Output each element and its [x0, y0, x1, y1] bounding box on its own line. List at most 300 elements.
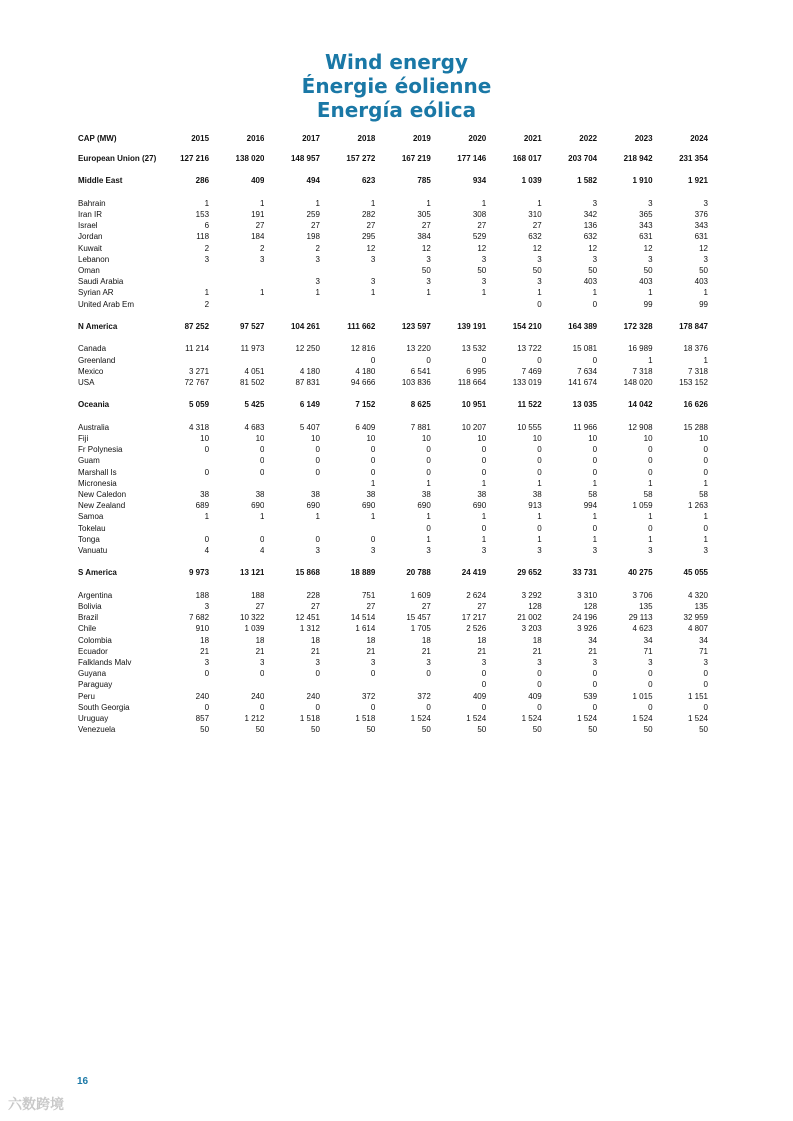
country-name: Vanuatu	[78, 546, 108, 556]
value-cell: 71	[643, 646, 653, 656]
value-cell: 0	[648, 445, 653, 455]
value-cell: 1	[260, 198, 265, 208]
value-cell: 50	[699, 725, 708, 735]
value-cell: 3	[648, 254, 653, 264]
value-cell: 172 328	[623, 322, 653, 331]
value-cell: 15 081	[572, 344, 598, 354]
value-cell: 0	[703, 445, 708, 455]
spacer-row	[78, 579, 708, 590]
value-cell: 0	[537, 680, 542, 690]
value-cell: 11 522	[517, 400, 542, 410]
country-name: Saudi Arabia	[78, 277, 124, 287]
value-cell: 3	[370, 254, 376, 264]
value-cell: 0	[648, 680, 653, 690]
value-cell: 231 354	[679, 154, 708, 163]
value-cell: 104 261	[290, 322, 320, 331]
value-cell: 3	[648, 658, 653, 668]
region-name: Middle East	[78, 176, 123, 186]
country-name: Uruguay	[78, 714, 109, 724]
value-cell: 1	[315, 198, 320, 208]
value-cell: 1	[370, 198, 376, 208]
value-cell: 0	[648, 702, 653, 712]
value-cell: 24 196	[572, 613, 598, 623]
value-cell: 2	[204, 243, 210, 253]
value-cell: 1 524	[632, 714, 653, 724]
value-cell: 27	[421, 221, 431, 231]
value-cell	[209, 679, 264, 690]
value-cell: 1	[537, 478, 542, 488]
value-cell: 1	[592, 478, 598, 488]
value-cell: 240	[306, 691, 320, 701]
value-cell: 81 502	[240, 378, 265, 387]
value-cell: 0	[592, 355, 598, 365]
country-name: Fr Polynesia	[78, 445, 123, 455]
header-year: 2015	[191, 134, 210, 144]
country-name: United Arab Em	[78, 299, 135, 309]
value-cell: 21	[588, 646, 598, 656]
value-cell: 87 252	[184, 322, 210, 331]
value-cell: 7 318	[687, 366, 708, 376]
value-cell: 1 705	[410, 624, 431, 634]
value-cell: 103 836	[401, 378, 431, 387]
value-cell: 0	[592, 680, 598, 690]
table-row	[78, 623, 708, 634]
country-name: Bolivia	[78, 602, 102, 611]
value-cell: 27	[421, 602, 431, 611]
region-total-row	[78, 399, 708, 410]
value-cell: 259	[306, 209, 320, 219]
value-cell: 1 524	[577, 714, 598, 724]
value-cell: 3	[592, 254, 598, 264]
value-cell: 21	[311, 646, 320, 656]
value-cell: 1	[537, 534, 542, 544]
value-cell: 403	[583, 277, 598, 287]
value-cell: 0	[481, 445, 487, 455]
value-cell: 0	[648, 669, 653, 679]
value-cell: 1	[481, 198, 487, 208]
spacer-row	[78, 388, 708, 399]
value-cell: 409	[251, 176, 265, 186]
table-row	[78, 590, 708, 601]
value-cell: 6 409	[355, 422, 376, 432]
value-cell: 0	[260, 702, 265, 712]
value-cell: 27	[255, 602, 265, 611]
value-cell: 1 263	[687, 501, 708, 511]
value-cell: 6	[204, 221, 210, 231]
value-cell: 0	[260, 467, 265, 477]
spacer-cell	[78, 735, 708, 746]
value-cell: 12	[366, 243, 376, 253]
value-cell: 994	[583, 501, 598, 511]
value-cell: 3	[537, 277, 542, 287]
value-cell: 24 419	[461, 568, 487, 578]
value-cell: 50	[588, 725, 598, 735]
value-cell: 13 035	[572, 400, 598, 410]
value-cell: 12	[588, 243, 598, 253]
value-cell: 128	[583, 602, 598, 611]
value-cell: 184	[251, 232, 265, 242]
table-row	[78, 433, 708, 444]
value-cell: 18	[532, 635, 542, 645]
value-cell: 1	[204, 512, 210, 522]
value-cell: 38	[200, 490, 210, 499]
value-cell: 305	[417, 209, 431, 219]
value-cell: 97 527	[240, 322, 265, 331]
value-cell: 1	[426, 288, 431, 298]
value-cell: 0	[481, 456, 487, 466]
value-cell: 0	[315, 467, 320, 477]
value-cell: 154 210	[512, 322, 542, 331]
value-cell: 38	[421, 490, 431, 499]
value-cell: 3	[370, 658, 376, 668]
value-cell: 1	[260, 288, 265, 298]
value-cell: 0	[260, 456, 265, 466]
value-cell: 1	[648, 512, 653, 522]
value-cell: 21	[200, 646, 210, 656]
value-cell: 71	[699, 646, 708, 656]
value-cell: 3 310	[577, 590, 598, 600]
value-cell: 13 722	[517, 344, 542, 354]
table-body	[78, 146, 708, 747]
table-row	[78, 254, 708, 265]
value-cell: 27	[255, 221, 265, 231]
value-cell: 139 191	[457, 322, 487, 331]
value-cell	[320, 299, 375, 310]
value-cell: 690	[472, 501, 487, 511]
value-cell: 0	[315, 445, 320, 455]
value-cell: 27	[532, 221, 542, 231]
value-cell: 0	[481, 523, 487, 533]
value-cell	[264, 265, 319, 276]
value-cell: 177 146	[457, 154, 487, 163]
value-cell	[169, 265, 209, 276]
value-cell: 1	[426, 512, 431, 522]
country-name: Canada	[78, 344, 107, 354]
value-cell: 18 889	[350, 568, 376, 578]
value-cell: 10	[532, 433, 542, 443]
value-cell: 0	[426, 467, 431, 477]
value-cell: 1	[204, 198, 210, 208]
value-cell: 3	[260, 254, 265, 264]
value-cell: 0	[703, 523, 708, 533]
country-name: Chile	[78, 624, 97, 634]
value-cell: 99	[699, 299, 708, 309]
country-name: Colombia	[78, 635, 112, 645]
value-cell: 0	[426, 669, 431, 679]
value-cell	[209, 265, 264, 276]
country-name: Tonga	[78, 534, 100, 544]
value-cell: 10	[643, 433, 653, 443]
value-cell: 690	[251, 501, 265, 511]
value-cell: 7 881	[410, 422, 431, 432]
value-cell: 1	[703, 478, 708, 488]
value-cell: 153 152	[679, 378, 708, 387]
value-cell: 1	[481, 512, 487, 522]
header-year: 2021	[523, 134, 542, 144]
country-name: Mexico	[78, 366, 104, 376]
table-row	[78, 478, 708, 489]
value-cell: 623	[361, 176, 376, 186]
table-row	[78, 679, 708, 690]
value-cell: 1	[648, 534, 653, 544]
value-cell: 1	[648, 478, 653, 488]
value-cell: 751	[361, 590, 376, 600]
value-cell: 188	[251, 590, 265, 600]
value-cell: 1	[592, 288, 598, 298]
spacer-cell	[78, 579, 708, 590]
value-cell: 38	[311, 490, 320, 499]
spacer-row	[78, 411, 708, 422]
spacer-row	[78, 735, 708, 746]
value-cell: 4 807	[687, 624, 708, 634]
value-cell: 4 623	[632, 624, 653, 634]
spacer-row	[78, 146, 708, 153]
value-cell: 384	[417, 232, 431, 242]
value-cell: 87 831	[295, 378, 320, 387]
country-name: Oman	[78, 266, 100, 275]
value-cell: 0	[592, 702, 598, 712]
country-name: Israel	[78, 221, 98, 231]
header-year: 2022	[579, 134, 598, 144]
value-cell: 1	[592, 512, 598, 522]
value-cell: 632	[583, 232, 598, 242]
country-name: Peru	[78, 691, 95, 701]
value-cell: 27	[477, 221, 487, 231]
spacer-cell	[78, 310, 708, 321]
value-cell: 21 002	[517, 613, 542, 623]
value-cell: 18	[311, 635, 320, 645]
value-cell	[169, 355, 209, 366]
capacity-table	[78, 132, 708, 747]
country-name: New Zealand	[78, 501, 126, 511]
value-cell: 2	[204, 299, 210, 309]
value-cell: 0	[703, 669, 708, 679]
value-cell: 34	[588, 635, 598, 645]
value-cell: 45 055	[683, 568, 708, 578]
region-name: Oceania	[78, 400, 110, 410]
value-cell: 14 514	[350, 613, 376, 623]
value-cell: 178 847	[679, 322, 708, 331]
value-cell: 21	[366, 646, 376, 656]
value-cell: 15 288	[683, 422, 708, 432]
value-cell: 50	[311, 725, 320, 735]
country-name: South Georgia	[78, 702, 130, 712]
value-cell: 0	[370, 467, 376, 477]
value-cell: 4 180	[299, 366, 320, 376]
value-cell: 32 959	[683, 613, 708, 623]
value-cell: 3	[703, 546, 708, 556]
value-cell: 20 788	[406, 568, 431, 578]
value-cell: 0	[592, 467, 598, 477]
table-row	[78, 612, 708, 623]
value-cell: 1	[592, 534, 598, 544]
table-row	[78, 713, 708, 724]
value-cell	[209, 299, 264, 310]
value-cell: 7 152	[355, 400, 376, 410]
header-year: 2024	[690, 134, 708, 144]
value-cell: 1 518	[355, 714, 376, 724]
value-cell	[209, 355, 264, 366]
value-cell: 2	[260, 243, 265, 253]
country-name: Lebanon	[78, 254, 110, 264]
value-cell: 10	[200, 433, 210, 443]
value-cell: 376	[694, 209, 708, 219]
table-row	[78, 511, 708, 522]
value-cell: 18	[477, 635, 487, 645]
value-cell: 0	[426, 702, 431, 712]
value-cell: 1 582	[577, 176, 598, 186]
country-name: Marshall Is	[78, 467, 117, 477]
country-name: Argentina	[78, 590, 113, 600]
value-cell: 50	[532, 266, 542, 275]
value-cell: 141 674	[568, 378, 598, 387]
country-name: Venezuela	[78, 725, 116, 735]
value-cell: 12 816	[350, 344, 376, 354]
value-cell: 168 017	[512, 154, 542, 163]
table-row	[78, 724, 708, 735]
value-cell: 3	[204, 658, 210, 668]
spacer-row	[78, 332, 708, 343]
value-cell: 50	[477, 266, 487, 275]
value-cell: 3	[481, 546, 487, 556]
country-name: USA	[78, 378, 95, 387]
value-cell: 38	[477, 490, 487, 499]
value-cell: 50	[366, 725, 376, 735]
value-cell: 403	[694, 277, 708, 287]
value-cell: 50	[588, 266, 598, 275]
value-cell: 1	[370, 478, 376, 488]
value-cell: 27	[311, 221, 320, 231]
value-cell: 17 217	[461, 613, 487, 623]
value-cell: 0	[315, 534, 320, 544]
value-cell: 191	[251, 209, 265, 219]
table-row	[78, 500, 708, 511]
value-cell: 3	[426, 658, 431, 668]
value-cell: 0	[481, 467, 487, 477]
value-cell: 50	[643, 725, 653, 735]
value-cell: 3	[204, 254, 210, 264]
value-cell: 5 407	[299, 422, 320, 432]
country-name: Greenland	[78, 355, 116, 365]
spacer-cell	[78, 388, 708, 399]
value-cell: 7 682	[189, 613, 210, 623]
table-header-row	[78, 132, 708, 146]
value-cell: 0	[370, 534, 376, 544]
value-cell: 3 926	[577, 624, 598, 634]
value-cell: 10 555	[517, 422, 542, 432]
value-cell: 14 042	[628, 400, 653, 410]
value-cell: 690	[361, 501, 376, 511]
spacer-cell	[78, 556, 708, 567]
country-name: Paraguay	[78, 680, 113, 690]
value-cell: 0	[260, 534, 265, 544]
value-cell: 29 652	[517, 568, 542, 578]
value-cell	[264, 299, 319, 310]
table-row	[78, 691, 708, 702]
header-year: 2020	[468, 134, 487, 144]
value-cell: 1	[315, 288, 320, 298]
table-row	[78, 489, 708, 500]
value-cell: 0	[426, 523, 431, 533]
value-cell: 1	[426, 534, 431, 544]
value-cell: 21	[421, 646, 431, 656]
header-year: 2023	[634, 134, 653, 144]
value-cell: 27	[366, 221, 376, 231]
value-cell: 1 059	[632, 501, 653, 511]
value-cell: 1 039	[521, 176, 542, 186]
value-cell: 18	[421, 635, 431, 645]
value-cell: 94 666	[350, 378, 376, 387]
value-cell: 12	[421, 243, 431, 253]
value-cell: 164 389	[568, 322, 598, 331]
value-cell: 3	[592, 198, 598, 208]
value-cell: 148 020	[623, 378, 653, 387]
value-cell: 308	[472, 209, 487, 219]
region-name: European Union (27)	[78, 154, 157, 163]
value-cell: 529	[472, 232, 487, 242]
value-cell: 240	[195, 691, 210, 701]
value-cell: 3	[537, 658, 542, 668]
value-cell: 12 451	[295, 613, 320, 623]
table-row	[78, 366, 708, 377]
value-cell: 7 469	[521, 366, 542, 376]
value-cell: 0	[703, 702, 708, 712]
table-row	[78, 343, 708, 354]
value-cell: 343	[639, 221, 653, 231]
value-cell: 2	[315, 243, 320, 253]
value-cell: 3	[315, 658, 320, 668]
value-cell: 16 989	[628, 344, 653, 354]
value-cell: 3	[426, 277, 431, 287]
value-cell: 118 664	[457, 378, 487, 387]
table-row	[78, 299, 708, 310]
value-cell: 0	[370, 355, 376, 365]
value-cell: 3	[592, 658, 598, 668]
title-spanish: Energía eólica	[316, 98, 477, 122]
value-cell: 12	[699, 243, 708, 253]
table-row	[78, 523, 708, 534]
table-row	[78, 243, 708, 254]
value-cell: 10	[366, 433, 376, 443]
table-row	[78, 635, 708, 646]
value-cell: 12	[532, 243, 542, 253]
value-cell	[209, 523, 264, 534]
value-cell	[169, 455, 209, 466]
region-total-row	[78, 567, 708, 578]
value-cell: 0	[370, 669, 376, 679]
table-row	[78, 702, 708, 713]
value-cell: 631	[639, 232, 653, 242]
value-cell: 0	[370, 456, 376, 466]
value-cell: 0	[426, 355, 431, 365]
value-cell: 282	[361, 209, 376, 219]
region-total-row	[78, 153, 708, 164]
value-cell: 286	[195, 176, 210, 186]
value-cell: 38	[255, 490, 265, 499]
value-cell: 135	[694, 602, 708, 611]
value-cell	[264, 478, 319, 489]
spacer-cell	[78, 164, 708, 175]
value-cell: 4	[204, 546, 210, 556]
value-cell: 16 626	[683, 400, 708, 410]
value-cell	[375, 679, 430, 690]
table-row	[78, 377, 708, 388]
value-cell: 4 180	[355, 366, 376, 376]
value-cell: 10 207	[461, 422, 487, 432]
value-cell: 0	[204, 534, 210, 544]
value-cell: 1	[481, 534, 487, 544]
country-name: Iran IR	[78, 209, 103, 219]
